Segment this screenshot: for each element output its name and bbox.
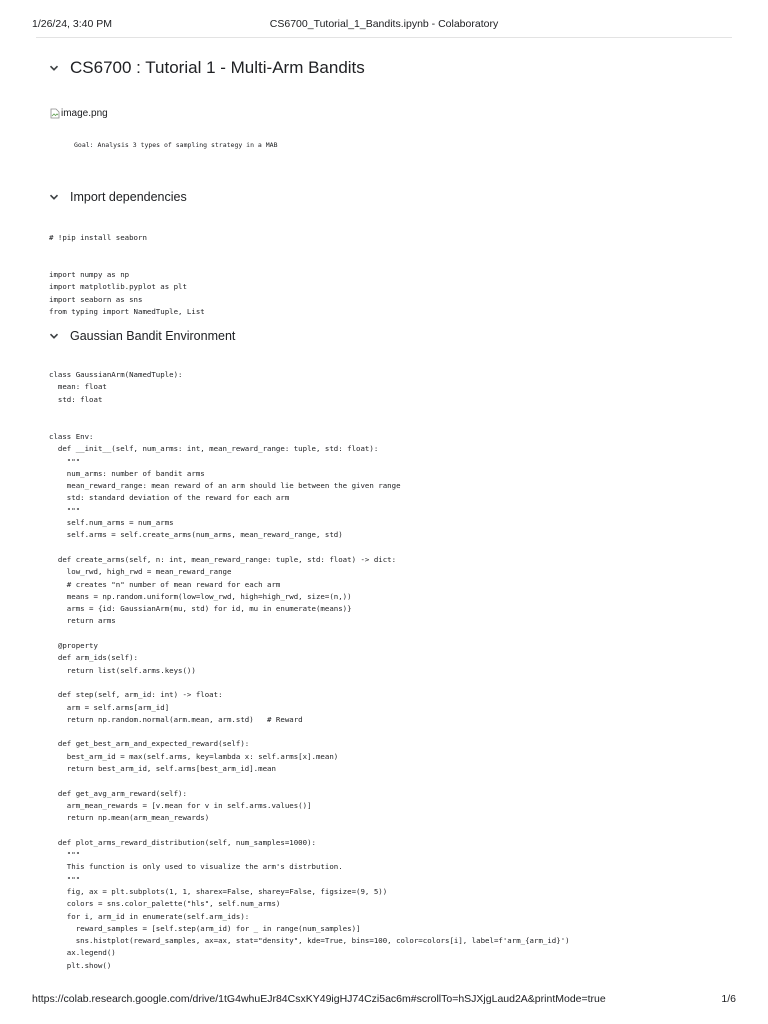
code-line: fig, ax = plt.subplots(1, 1, sharex=False, sharey=False, figsize=(9, 5)) [49,886,388,896]
print-url: https://colab.research.google.com/drive/1tG4whuEJr84CsxKY49igHJ74Czi5ac6m#scrollTo=hSJXjgLaud2A&printMode=true [32,993,606,1005]
broken-image-icon [50,108,60,119]
code-line: import numpy as np [49,270,130,279]
section-gaussian-bandit-environment[interactable] [48,329,235,343]
code-line: best_arm_id = max(self.arms, key=lambda x: self.arms[x].mean) [49,751,339,761]
code-cell-imports[interactable] [49,269,205,318]
broken-image [50,108,108,119]
code-line: num_arms: number of bandit arms [49,468,205,478]
code-line: def get_avg_arm_reward(self): [49,788,187,798]
code-line: sns.histplot(reward_samples, ax=ax, stat="density", kde=True, bins=100, color=colors[i], label=f'arm_{arm_id}') [49,936,570,946]
print-datetime: 1/26/24, 3:40 PM [32,18,112,30]
code-line: def arm_ids(self): [49,653,138,663]
code-line: means = np.random.uniform(low=low_rwd, high=high_rwd, size=(n,)) [49,591,352,601]
chevron-down-icon[interactable] [48,191,60,203]
code-line: mean_reward_range: mean reward of an arm should lie between the given range [49,481,401,491]
code-line: class GaussianArm(NamedTuple): [49,370,183,379]
code-line [49,775,570,787]
code-line [49,628,570,640]
page-number: 1/6 [721,993,736,1005]
code-cell-gaussian-arm[interactable] [49,369,183,406]
code-line: for i, arm_id in enumerate(self.arm_ids): [49,911,250,921]
code-line [49,825,570,837]
code-line: return best_arm_id, self.arms[best_arm_id].mean [49,764,276,774]
code-line: def create_arms(self, n: int, mean_reward_range: tuple, std: float) -> dict: [49,554,397,564]
code-cell-env[interactable] [49,431,570,972]
header-divider [36,37,732,38]
chevron-down-icon[interactable] [48,62,60,74]
code-line: return list(self.arms.keys()) [49,665,196,675]
code-line: low_rwd, high_rwd = mean_reward_range [49,567,232,577]
code-line: """ [49,456,81,466]
code-line: def plot_arms_reward_distribution(self, num_samples=1000): [49,837,316,847]
code-line: return np.random.normal(arm.mean, arm.std) # Reward [49,714,303,724]
code-line: # !pip install seaborn [49,233,147,242]
section-title: Gaussian Bandit Environment [70,329,236,343]
code-line: """ [49,874,81,884]
image-alt-text: image.png [61,108,108,119]
code-line: from typing import NamedTuple, List [49,306,205,316]
code-line: """ [49,850,81,860]
section-title: Import dependencies [70,190,187,204]
notebook-title-section[interactable] [48,58,365,78]
code-line: arms = {id: GaussianArm(mu, std) for id, mu in enumerate(means)} [49,604,352,614]
code-line: """ [49,505,81,515]
code-line: def step(self, arm_id: int) -> float: [49,690,223,700]
code-cell-install[interactable] [49,232,147,244]
code-line: def __init__(self, num_arms: int, mean_reward_range: tuple, std: float): [49,444,379,454]
code-line: class Env: [49,432,94,441]
goal-text: Goal: Analysis 3 types of sampling strategy in a MAB [74,141,278,149]
code-line: return np.mean(arm_mean_rewards) [49,813,210,823]
code-line: reward_samples = [self.step(arm_id) for _ in range(num_samples)] [49,923,361,933]
code-line: std: standard deviation of the reward for each arm [49,493,290,503]
code-line: mean: float [49,382,107,392]
code-line: std: float [49,394,103,404]
code-line [49,542,570,554]
code-line: plt.show() [49,960,112,970]
code-line: arm = self.arms[arm_id] [49,702,170,712]
code-line: arm_mean_rewards = [v.mean for v in self.arms.values()] [49,800,312,810]
code-line: This function is only used to visualize the arm's distrbution. [49,862,343,872]
code-line: self.num_arms = num_arms [49,518,174,528]
notebook-title: CS6700 : Tutorial 1 - Multi-Arm Bandits [70,58,365,77]
code-line: # creates "n" number of mean reward for each arm [49,579,281,589]
code-line: ax.legend() [49,948,116,958]
chevron-down-icon[interactable] [48,330,60,342]
print-header [32,18,736,32]
code-line [49,677,570,689]
code-line: def get_best_arm_and_expected_reward(self): [49,739,250,749]
code-line: import matplotlib.pyplot as plt [49,282,187,292]
print-footer [32,993,736,1007]
section-import-dependencies[interactable] [48,190,187,204]
code-line: self.arms = self.create_arms(num_arms, mean_reward_range, std) [49,530,343,540]
print-doc-title: CS6700_Tutorial_1_Bandits.ipynb - Colaboratory [269,18,499,30]
code-line [49,726,570,738]
code-line: colors = sns.color_palette("hls", self.num_arms) [49,899,281,909]
code-line: import seaborn as sns [49,294,143,304]
code-line: @property [49,641,98,651]
code-line: return arms [49,616,116,626]
